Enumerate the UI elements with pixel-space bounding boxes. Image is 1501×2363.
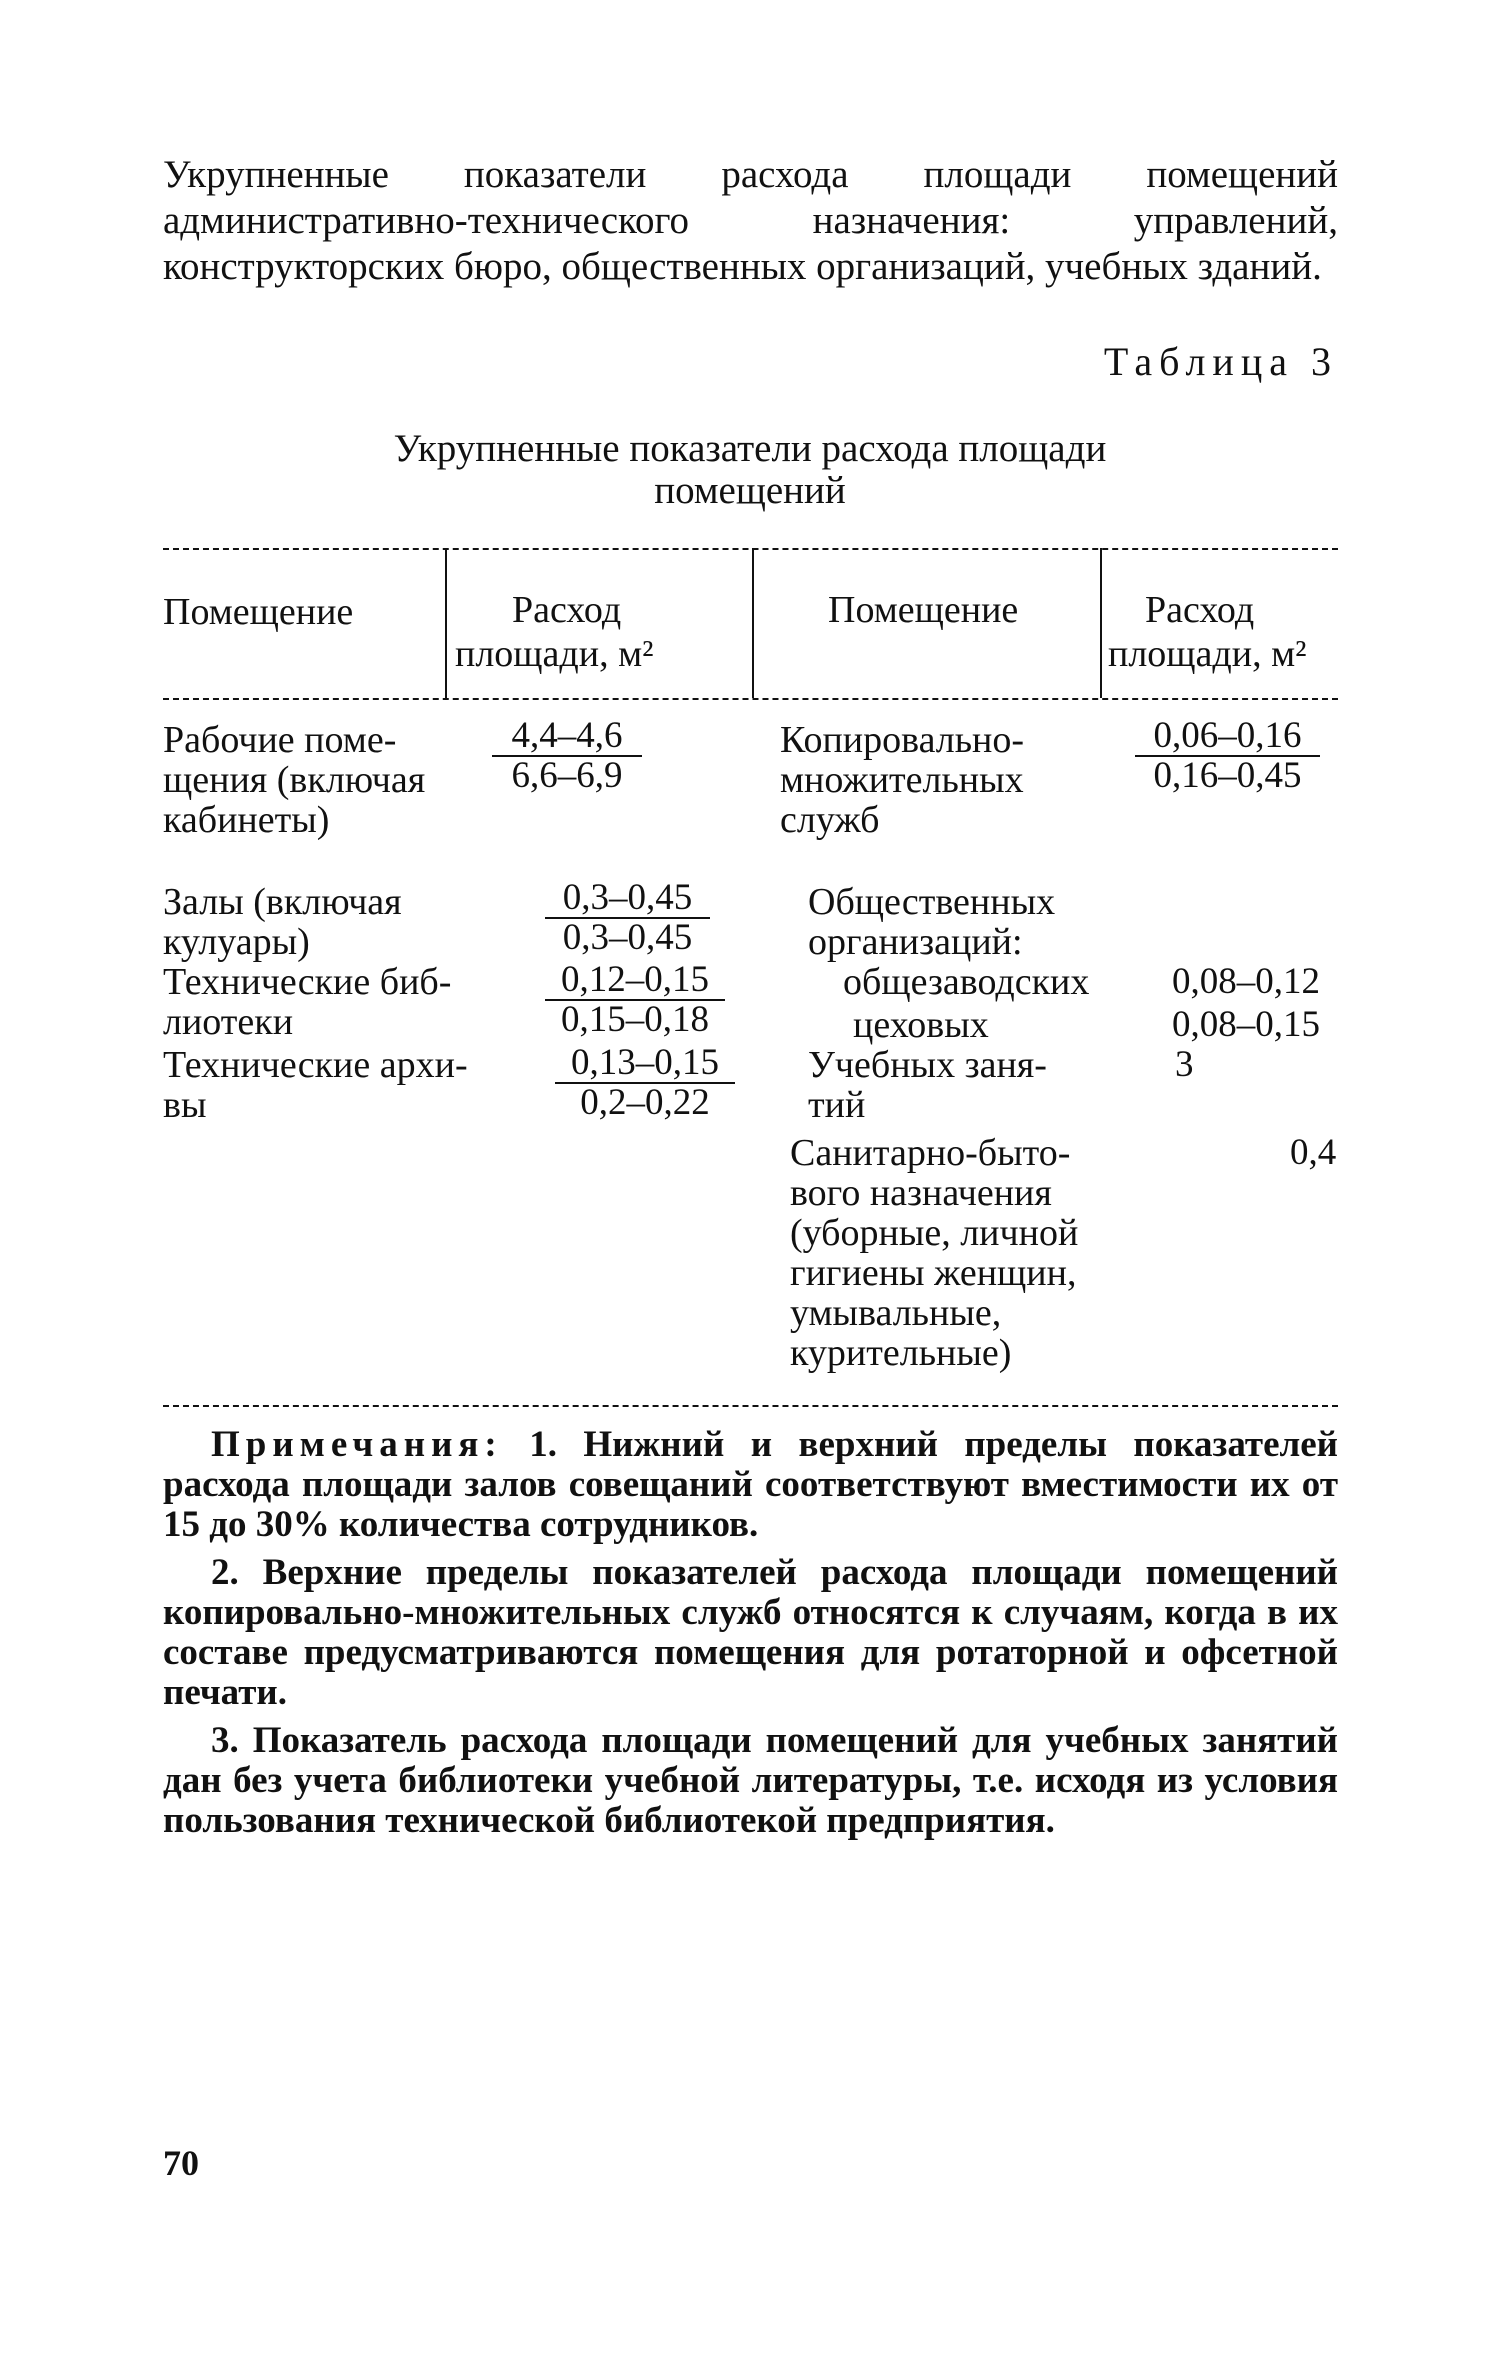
right-row-name: Учебных заня- тий [808, 1044, 1047, 1126]
right-row-value: 0,4 [1290, 1132, 1337, 1173]
header-area-left-line2: площади, м² [455, 633, 654, 675]
value-denominator: 0,2–0,22 [580, 1082, 710, 1123]
header-area-right-line1: Расход [1145, 589, 1255, 631]
right-row-name: Копировально- множительных служб [780, 719, 1025, 841]
value-denominator: 6,6–6,9 [511, 755, 623, 796]
left-row-value [545, 877, 710, 958]
value-numerator: 0,3–0,45 [545, 880, 710, 919]
value-numerator: 0,13–0,15 [555, 1045, 735, 1084]
value-denominator: 0,15–0,18 [561, 999, 709, 1040]
table-top-rule [163, 548, 1338, 550]
left-row-name: Залы (включая кулуары) [163, 881, 402, 963]
table-number: Таблица 3 [1103, 339, 1338, 384]
header-room-left: Помещение [163, 591, 354, 633]
left-row-value [545, 959, 725, 1040]
header-room-right: Помещение [828, 589, 1019, 631]
right-row-name: Санитарно-быто- вого назначения (уборные, личной гигиены женщин, умывальные, курительные) [790, 1132, 1079, 1374]
right-row-value: 0,08–0,12 [1172, 961, 1320, 1002]
right-row-name: общезаводских [843, 961, 1090, 1003]
value-numerator: 0,06–0,16 [1135, 718, 1320, 757]
header-area-left-line1: Расход [512, 589, 622, 631]
value-denominator: 0,3–0,45 [562, 917, 693, 958]
value-numerator: 4,4–4,6 [492, 718, 642, 757]
header-divider-3 [1100, 548, 1102, 698]
note-2: 2. Верхние пределы показателей расхода площади помещений копировально-множительных служб относятся к случаям, когда в их составе предусматриваются помещения для ротаторной и офсетной печати. [163, 1552, 1338, 1713]
right-row-value: 0,08–0,15 [1172, 1004, 1320, 1045]
page-number: 70 [163, 2143, 199, 2183]
note-1-text: 1. Нижний и верхний пределы показателей расхода площади залов совещаний соответствуют вместимости их от 15 до 30% количества сотрудников. [163, 1424, 1339, 1545]
table-bottom-rule [163, 1405, 1338, 1407]
header-divider-2 [752, 548, 754, 698]
left-row-name: Технические биб- лиотеки [163, 961, 452, 1043]
right-row-value: 3 [1175, 1044, 1194, 1085]
right-row-value [1135, 715, 1320, 796]
header-area-right-line2: площади, м² [1108, 633, 1307, 675]
value-denominator: 0,16–0,45 [1153, 755, 1302, 796]
header-divider-1 [445, 548, 447, 698]
intro-paragraph: Укрупненные показатели расхода площади помещений административно-технического назначения: управлений, конструкторских бюро, общественных организаций, учебных зданий. [163, 153, 1338, 288]
note-3: 3. Показатель расхода площади помещений для учебных занятий дан без учета библиотеки учебной литературы, т.е. исходя из условия пользования технической библиотекой предприятия. [163, 1720, 1338, 1841]
left-row-value [492, 715, 642, 796]
left-row-name: Рабочие поме- щения (включая кабинеты) [163, 719, 426, 841]
notes-section [163, 1425, 1338, 1849]
note-1 [163, 1425, 1338, 1545]
left-row-value [555, 1042, 735, 1123]
table-caption: Укрупненные показатели расхода площади помещений [393, 427, 1107, 512]
right-row-name: цеховых [853, 1004, 989, 1046]
value-numerator: 0,12–0,15 [545, 962, 725, 1001]
table-header-rule [163, 698, 1338, 700]
right-row-name: Общественных организаций: [808, 881, 1056, 963]
notes-label: Примечания: [211, 1424, 503, 1465]
left-row-name: Технические архи- вы [163, 1044, 468, 1126]
